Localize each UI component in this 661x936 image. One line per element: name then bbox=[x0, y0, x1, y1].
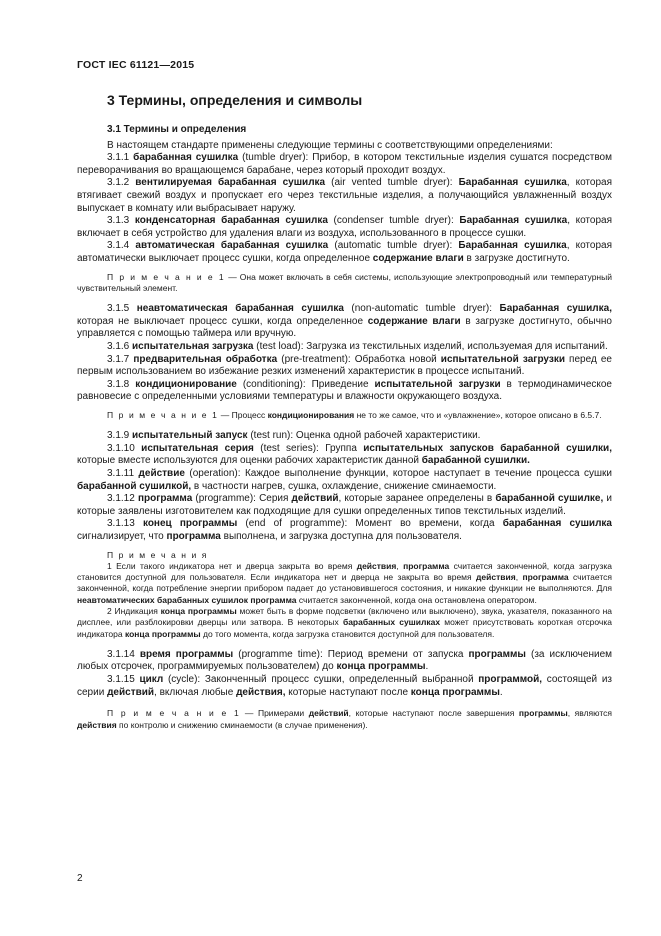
note-text: по контролю и снижению сминаемости (в случае применения). bbox=[116, 719, 368, 730]
note-text: считается законченной, когда потребление энергии прибором падает до установившегося состояния, и никакие функции не выполняются. Для bbox=[77, 572, 612, 594]
document-header: ГОСТ IEC 61121—2015 bbox=[77, 59, 195, 71]
term-ref: Барабанная сушилка bbox=[459, 215, 568, 227]
term-ref: конца программы bbox=[410, 686, 500, 698]
definition-text: (programme): Серия bbox=[192, 493, 292, 505]
term: предварительная обработка bbox=[133, 353, 278, 365]
definition-text: (operation): Каждое выполнение функции, которое наступает в течение процесса сушки bbox=[184, 467, 613, 479]
note-text: считается законченной, когда она остановлена оператором. bbox=[296, 594, 537, 605]
spacer bbox=[77, 294, 612, 303]
term-ref: Барабанная сушилка, bbox=[499, 303, 612, 315]
note-text: — Примерами bbox=[240, 708, 309, 719]
definition-text: , включая любые bbox=[154, 686, 237, 698]
term-ref: программа bbox=[166, 530, 221, 542]
definition-3-1-7 bbox=[77, 354, 612, 379]
definition-text: , которая автоматически выключает процесс сушки, когда определенное bbox=[77, 240, 613, 264]
definition-text: (test series): Группа bbox=[253, 442, 364, 454]
definition-text: , которая втягивает свежий воздух и пропускает его через текстильные изделия, а получающийся увлажненный воздух выпускает в комнату или выбрасывает наружу. bbox=[77, 177, 612, 214]
term-ref: действия bbox=[476, 572, 516, 583]
definition-3-1-8 bbox=[77, 379, 612, 404]
term-ref: действия, bbox=[236, 686, 286, 698]
term-ref: содержание влаги bbox=[367, 315, 461, 327]
definition-text: выполнена, и загрузка доступна для пользователя. bbox=[220, 530, 462, 542]
definition-3-1-9 bbox=[77, 430, 612, 443]
note-text: считается законченной, когда загрузка становится доступной для пользователя. Если индикатора нет и дверца не закрыта во время bbox=[77, 560, 612, 583]
term: испытательная серия bbox=[141, 442, 254, 454]
document-body bbox=[77, 124, 612, 731]
term-number: 3.1.14 bbox=[107, 648, 140, 660]
term-ref: действий bbox=[308, 708, 349, 719]
definition-text: . bbox=[499, 686, 503, 698]
definition-text: (tumble dryer): Прибор, в котором текстильные изделия сушатся посредством переворачивания во вращающемся барабане, через который проходит воздух. bbox=[77, 152, 612, 176]
term-ref: барабанной сушилкой, bbox=[77, 480, 192, 492]
spacer bbox=[77, 640, 612, 649]
term-ref: программы bbox=[468, 648, 526, 660]
term-ref: программой, bbox=[478, 674, 543, 686]
term-ref: Барабанная сушилка bbox=[458, 240, 567, 252]
note-text: , bbox=[515, 572, 523, 583]
definition-3-1-3 bbox=[77, 215, 612, 240]
definition-text: в термодинамическое равновесие с определенными условиями температуры и влажности окружающего воздуха. bbox=[77, 378, 612, 403]
note-text: , которые наступают после завершения bbox=[348, 708, 519, 719]
definition-3-1-13 bbox=[77, 518, 612, 543]
term-ref: программа bbox=[403, 560, 450, 571]
definition-3-1-14 bbox=[77, 649, 612, 674]
definition-3-1-12 bbox=[77, 493, 612, 518]
term-number: 3.1.9 bbox=[107, 430, 133, 442]
term-number: 3.1.11 bbox=[107, 467, 139, 479]
term: вентилируемая барабанная сушилка bbox=[135, 177, 326, 189]
definition-3-1-15 bbox=[77, 674, 612, 699]
definition-text: в частности нагрев, сушка, охлаждение, снижение сминаемости. bbox=[191, 480, 497, 492]
definition-text: (test load): Загрузка из текстильных изделий, используемая для испытаний. bbox=[253, 340, 608, 352]
definition-3-1-1 bbox=[77, 152, 612, 177]
definition-text: (programme time): Период времени от запуска bbox=[233, 648, 469, 660]
term-ref: барабанных сушилках bbox=[342, 617, 441, 628]
note-label: П р и м е ч а н и е 1 bbox=[107, 271, 226, 282]
definition-text: . bbox=[425, 661, 429, 673]
definition-text: которая не выключает процесс сушки, когда определенное bbox=[77, 315, 368, 327]
note-text: — Процесс bbox=[218, 409, 268, 420]
definition-text: (automatic tumble dryer): bbox=[328, 240, 459, 252]
term: время программы bbox=[139, 648, 234, 660]
term-number: 3.1.3 bbox=[107, 215, 135, 227]
term-number: 3.1.8 bbox=[107, 378, 136, 390]
term-ref: содержание влаги bbox=[372, 252, 464, 264]
definition-text: в загрузке достигнуто, обычно управляется с помощью таймера или вручную. bbox=[77, 315, 612, 340]
term-ref: испытательной загрузки bbox=[374, 378, 501, 390]
term: программа bbox=[137, 493, 193, 505]
definition-text: состоящей из серии bbox=[77, 674, 612, 698]
term-ref: кондиционирования bbox=[267, 409, 355, 420]
definition-text: и которые заявлены изготовителем как подходящие для сушки определенных типов текстильных изделий. bbox=[77, 493, 612, 517]
term: барабанная сушилка bbox=[133, 152, 239, 164]
spacer bbox=[77, 699, 612, 708]
definition-text: (end of programme): Момент во времени, когда bbox=[237, 518, 503, 530]
term-number: 3.1.13 bbox=[107, 518, 143, 530]
definition-text: (test run): Оценка одной рабочей характеристики. bbox=[247, 430, 481, 442]
definition-text: (conditioning): Приведение bbox=[236, 378, 375, 390]
definition-3-1-6 bbox=[77, 341, 612, 354]
term-ref: действий bbox=[107, 686, 155, 698]
term-ref: действий bbox=[291, 493, 339, 505]
notes-label: П р и м е ч а н и я bbox=[107, 549, 209, 560]
definition-3-1-2 bbox=[77, 177, 612, 215]
spacer bbox=[77, 421, 612, 430]
definition-text: (non-automatic tumble dryer): bbox=[343, 303, 500, 315]
notes-heading bbox=[77, 550, 612, 561]
definition-3-1-5 bbox=[77, 303, 612, 341]
definition-text: (air vented tumble dryer): bbox=[325, 177, 459, 189]
note-text: 1 Если такого индикатора нет и дверца закрыта во время bbox=[107, 560, 357, 571]
term-number: 3.1.6 bbox=[107, 340, 133, 352]
term: испытательный запуск bbox=[132, 430, 248, 442]
term-ref: конца программы bbox=[336, 661, 426, 673]
definition-text: , которая включает в себя устройство для удаления влаги из воздуха, использованного в процессе сушки. bbox=[77, 215, 612, 239]
term: автоматическая барабанная сушилка bbox=[135, 240, 329, 252]
term: конденсаторная барабанная сушилка bbox=[134, 215, 328, 227]
definition-3-1-4 bbox=[77, 240, 612, 265]
note-text: , bbox=[396, 560, 404, 571]
note-text: — Она может включать в себя системы, использующие электропроводный или температурный чувствительный элемент. bbox=[77, 271, 612, 293]
note-3-1-13-1 bbox=[77, 561, 612, 606]
note-text: , являются bbox=[567, 708, 612, 719]
term-ref: действия bbox=[356, 560, 397, 571]
term: цикл bbox=[139, 674, 164, 686]
note-3-1-13-2 bbox=[77, 606, 612, 640]
term-ref: барабанная сушилка bbox=[502, 518, 612, 530]
term-ref: барабанной сушилки. bbox=[421, 455, 530, 467]
intro-paragraph: В настоящем стандарте применены следующие термины с соответствующими определениями: bbox=[107, 139, 553, 151]
definition-text: (pre-treatment): Обработка новой bbox=[277, 353, 441, 365]
term-number: 3.1.12 bbox=[107, 493, 138, 505]
term: конец программы bbox=[142, 518, 238, 530]
note-label: П р и м е ч а н и е 1 bbox=[107, 708, 241, 719]
term-ref: Барабанная сушилка bbox=[458, 177, 567, 189]
term-number: 3.1.15 bbox=[107, 674, 140, 686]
term-number: 3.1.2 bbox=[107, 177, 136, 189]
note-text: может присутствовать короткая отсрочка индикатора bbox=[77, 617, 612, 639]
note-text: до того момента, когда загрузка становится доступной для пользователя. bbox=[200, 628, 495, 639]
definition-text: которые вместе используются для оценки рабочих характеристик данной bbox=[77, 455, 422, 467]
term-ref: неавтоматических барабанных сушилок программа bbox=[77, 594, 297, 605]
note-3-1-15 bbox=[77, 708, 612, 731]
term-ref: конца программы bbox=[124, 628, 201, 639]
term-ref: конца программы bbox=[160, 606, 237, 616]
term: неавтоматическая барабанная сушилка bbox=[136, 303, 344, 315]
note-label: П р и м е ч а н и е 1 bbox=[107, 409, 219, 420]
definition-text: перед ее первым использованием во избежание резких изменений характеристик в процессе испытаний. bbox=[77, 353, 612, 378]
definition-text: которые наступают после bbox=[285, 686, 411, 698]
term: испытательная загрузка bbox=[132, 340, 254, 352]
note-3-1-8 bbox=[77, 410, 612, 421]
definition-text: (за исключением любых отсрочек, программируемых пользователем) до bbox=[77, 648, 612, 673]
note-text: не то же самое, что и «увлажнение», которое описано в 6.5.7. bbox=[354, 409, 602, 420]
term-number: 3.1.4 bbox=[107, 240, 136, 252]
section-title: 3 Термины, определения и символы bbox=[107, 92, 363, 108]
term: действие bbox=[138, 467, 185, 479]
definition-text: (cycle): Законченный процесс сушки, определенный выбранной bbox=[163, 674, 479, 686]
definition-3-1-11 bbox=[77, 468, 612, 493]
definition-text: в загрузке достигнуто. bbox=[463, 252, 570, 264]
term-number: 3.1.5 bbox=[107, 303, 137, 315]
definition-3-1-10 bbox=[77, 443, 612, 468]
page-number: 2 bbox=[77, 873, 83, 884]
term-number: 3.1.7 bbox=[107, 353, 134, 365]
definition-text: , которые заранее определены в bbox=[338, 493, 496, 505]
term-ref: программы bbox=[518, 708, 568, 719]
term-ref: испытательных запусков барабанной сушилки, bbox=[363, 442, 612, 454]
note-text: может быть в форме подсветки (включено или выключено), звука, указателя, показанного на дисплее, или разблокировки дверцы или затвора. В некоторых bbox=[77, 606, 613, 628]
definition-text: (condenser tumble dryer): bbox=[327, 215, 460, 227]
note-text: 2 Индикация bbox=[107, 606, 161, 616]
note-3-1-4 bbox=[77, 272, 612, 295]
definition-text: сигнализирует, что bbox=[77, 530, 167, 542]
term-number: 3.1.1 bbox=[107, 152, 134, 164]
term-ref: программа bbox=[522, 572, 569, 583]
term-ref: испытательной загрузки bbox=[440, 353, 565, 365]
term-number: 3.1.10 bbox=[107, 442, 142, 454]
term-ref: барабанной сушилке, bbox=[495, 493, 604, 505]
term-ref: действия bbox=[77, 719, 117, 730]
subsection-title: 3.1 Термины и определения bbox=[107, 124, 247, 135]
term: кондиционирование bbox=[135, 378, 237, 390]
